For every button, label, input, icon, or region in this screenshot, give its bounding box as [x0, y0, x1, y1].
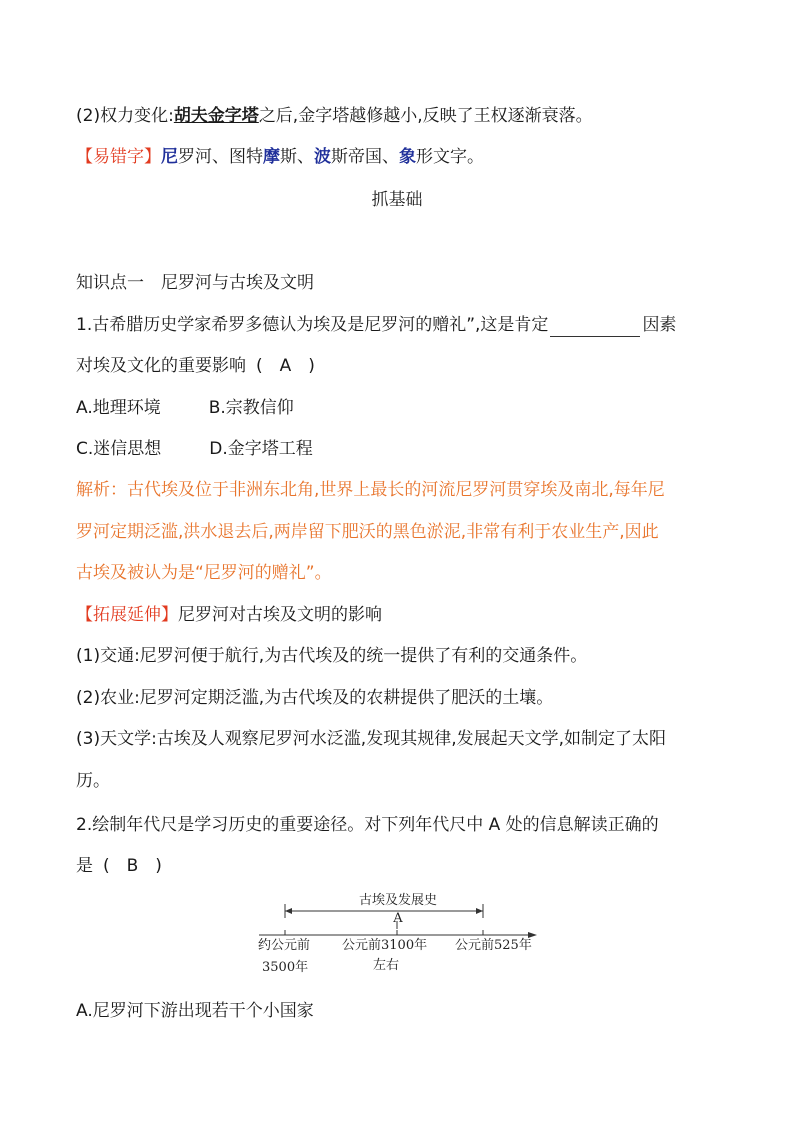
- error-prone-tag: 【易错字】: [76, 147, 161, 167]
- question-2-line-2: [76, 854, 162, 878]
- tick-label-3500-line-2: 3500年: [262, 960, 309, 975]
- option-d: D.金字塔工程: [209, 439, 313, 459]
- tick-label-525: 公元前525年: [455, 938, 532, 953]
- khufu-pyramid-term: 胡夫金字塔: [173, 106, 259, 126]
- analysis-line-3: 古埃及被认为是“尼罗河的赠礼”。: [76, 563, 332, 583]
- options-row-2: [76, 437, 313, 461]
- line-prefix: (2)权力变化:: [76, 106, 174, 126]
- extension-point-3-cont: 历。: [76, 771, 110, 791]
- option-c: C.迷信思想: [76, 439, 162, 459]
- highlight-char: 摩: [263, 147, 280, 167]
- error-prone-chars-line: [76, 145, 484, 169]
- text-fragment: 形文字。: [416, 147, 484, 167]
- analysis-text: 古代埃及位于非洲东北角,世界上最长的河流尼罗河贯穿埃及南北,每年尼: [127, 480, 665, 500]
- analysis-label: 解析：: [76, 480, 127, 500]
- text-fragment: 罗河、图特: [178, 147, 263, 167]
- question-2-option-a: A.尼罗河下游出现若干个小国家: [76, 1001, 314, 1021]
- question-1-line-2: [76, 354, 315, 378]
- timeline-title: 古埃及发展史: [358, 893, 437, 908]
- bracket-right-arrow: [476, 908, 483, 914]
- highlight-char: 波: [314, 147, 331, 167]
- extension-point-3: (3)天文学:古埃及人观察尼罗河水泛滥,发现其规律,发展起天文学,如制定了太阳: [76, 729, 667, 749]
- line-rest: 之后,金字塔越修越小,反映了王权逐渐衰落。: [258, 106, 593, 126]
- option-a: A.地理环境: [76, 398, 161, 418]
- section-heading: 抓基础: [371, 190, 423, 210]
- highlight-char: 尼: [161, 147, 178, 167]
- question-2-line-1: 2.绘制年代尺是学习历史的重要途径。对下列年代尺中 A 处的信息解读正确的: [76, 815, 659, 835]
- bracket-left-arrow: [285, 908, 292, 914]
- question-text: 1.古希腊历史学家希罗多德认为埃及是尼罗河的赠礼”,这是肯定: [76, 315, 549, 335]
- question-1-line-1: [76, 313, 676, 337]
- text-fragment: 斯帝国、: [331, 147, 399, 167]
- question-text: 是: [76, 856, 93, 876]
- answer-blank: [550, 318, 640, 337]
- tick-label-3100-line-1: 公元前3100年: [342, 938, 428, 953]
- analysis-line-2: 罗河定期泛滥,洪水退去后,两岸留下肥沃的黑色淤泥,非常有利于农业生产,因此: [76, 522, 659, 542]
- question-text: 对埃及文化的重要影响: [76, 356, 246, 376]
- text-fragment: 斯、: [280, 147, 314, 167]
- knowledge-point-title: 知识点一 尼罗河与古埃及文明: [76, 273, 314, 293]
- question-text: 因素: [642, 315, 677, 335]
- options-row-1: [76, 396, 294, 420]
- power-change-line: [76, 104, 593, 128]
- extension-point-1: (1)交通:尼罗河便于航行,为古代埃及的统一提供了有利的交通条件。: [76, 646, 588, 666]
- highlight-char: 象: [399, 147, 416, 167]
- extension-title-line: [76, 603, 382, 627]
- analysis-line-1: [76, 478, 665, 502]
- option-b: B.宗教信仰: [208, 398, 294, 418]
- extension-tag: 【拓展延伸】: [76, 605, 178, 625]
- extension-title: 尼罗河对古埃及文明的影响: [178, 605, 382, 625]
- timeline-marker-a: A: [393, 911, 403, 926]
- question-2-answer: ( B ): [103, 856, 162, 876]
- tick-label-3500-line-1: 约公元前: [258, 938, 311, 953]
- tick-label-3100-line-2: 左右: [373, 958, 400, 973]
- extension-point-2: (2)农业:尼罗河定期泛滥,为古代埃及的农耕提供了肥沃的土壤。: [76, 688, 554, 708]
- question-1-answer: ( A ): [256, 356, 315, 376]
